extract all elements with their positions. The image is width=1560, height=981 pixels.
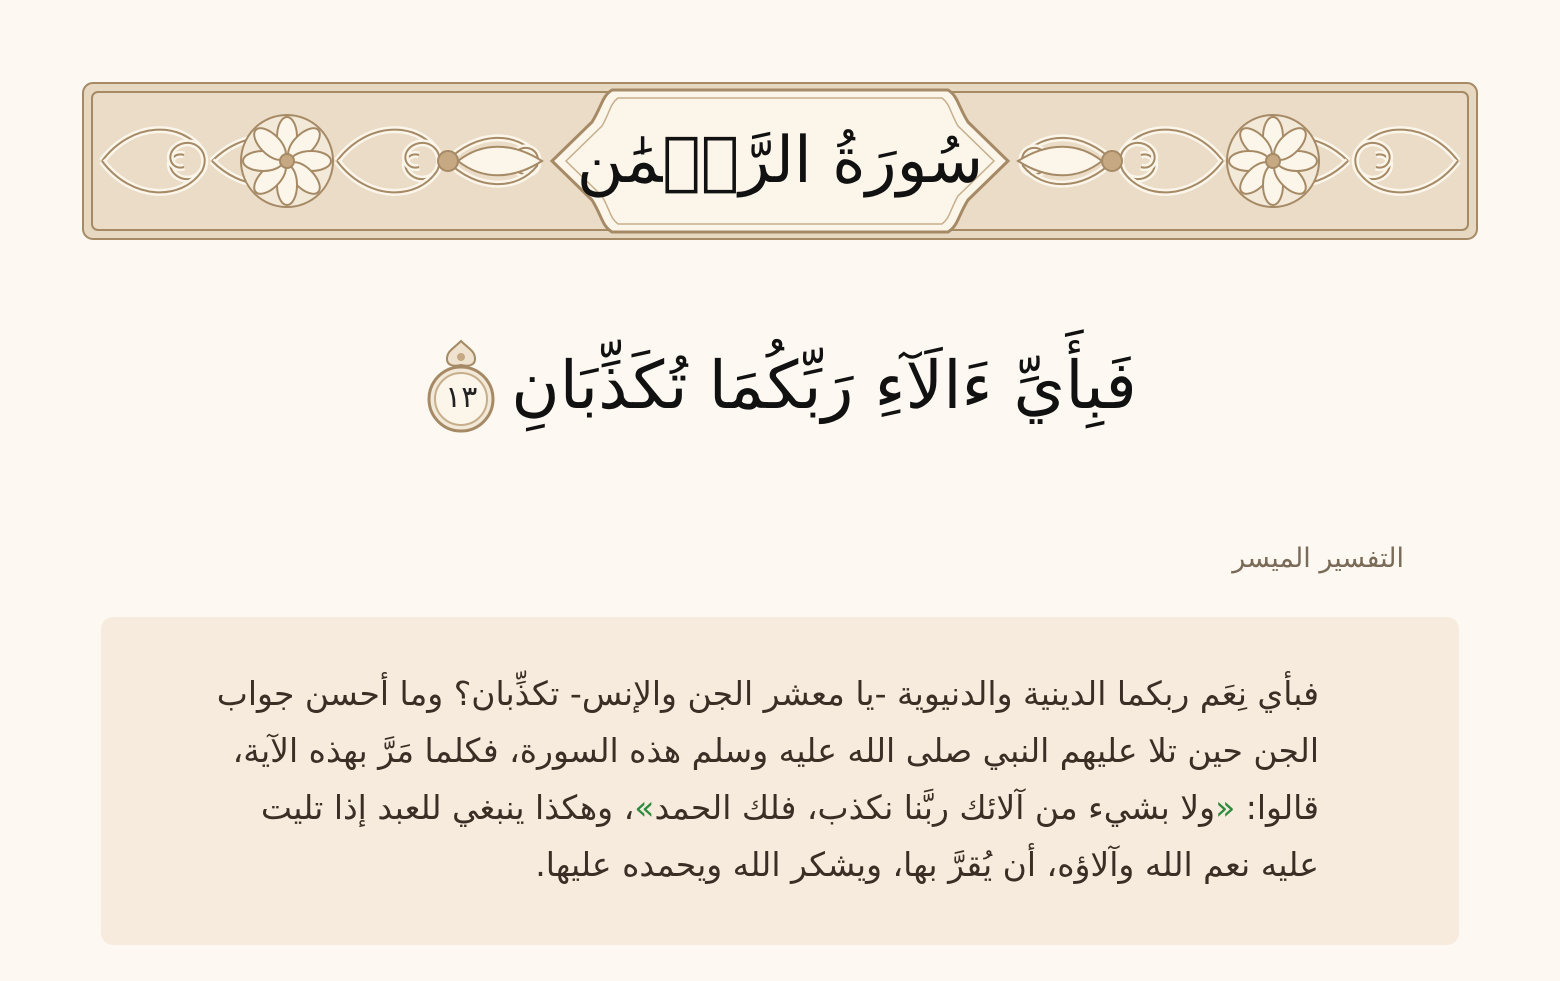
tafsir-text xyxy=(201,665,1319,893)
tafsir-source-label[interactable]: التفسير الميسر xyxy=(1232,543,1404,574)
surah-title: سُورَةُ الرَّحۡمَٰن xyxy=(576,124,984,198)
ayah-number-marker xyxy=(423,335,499,435)
ayah-text: فَبِأَيِّ ءَالَآءِ رَبِّكُمَا تُكَذِّبَانِ xyxy=(511,346,1137,424)
ayah-number: ١٣ xyxy=(445,380,478,415)
quote-open-mark: « xyxy=(1215,788,1236,827)
tafsir-text-part1: فبأي نِعَم ربكما الدينية والدنيوية -يا معشر الجن والإنس- تكذِّبان؟ وما أحسن جواب الجن حين تلا عليهم النبي صلى الله عليه وسلم هذه السورة، فكلما مَرَّ بهذه الآية، قالوا: xyxy=(216,674,1319,827)
tafsir-card xyxy=(101,617,1459,945)
surah-header-banner xyxy=(82,82,1478,240)
tafsir-text-part2: ، وهكذا ينبغي للعبد إذا تليت عليه نعم الله وآلاؤه، أن يُقرَّ بها، ويشكر الله ويحمده عليها. xyxy=(260,788,1319,884)
tafsir-quote: ولا بشيء من آلائك ربَّنا نكذب، فلك الحمد xyxy=(654,788,1216,827)
ayah-container[interactable] xyxy=(380,320,1180,450)
quote-close-mark: » xyxy=(634,788,655,827)
